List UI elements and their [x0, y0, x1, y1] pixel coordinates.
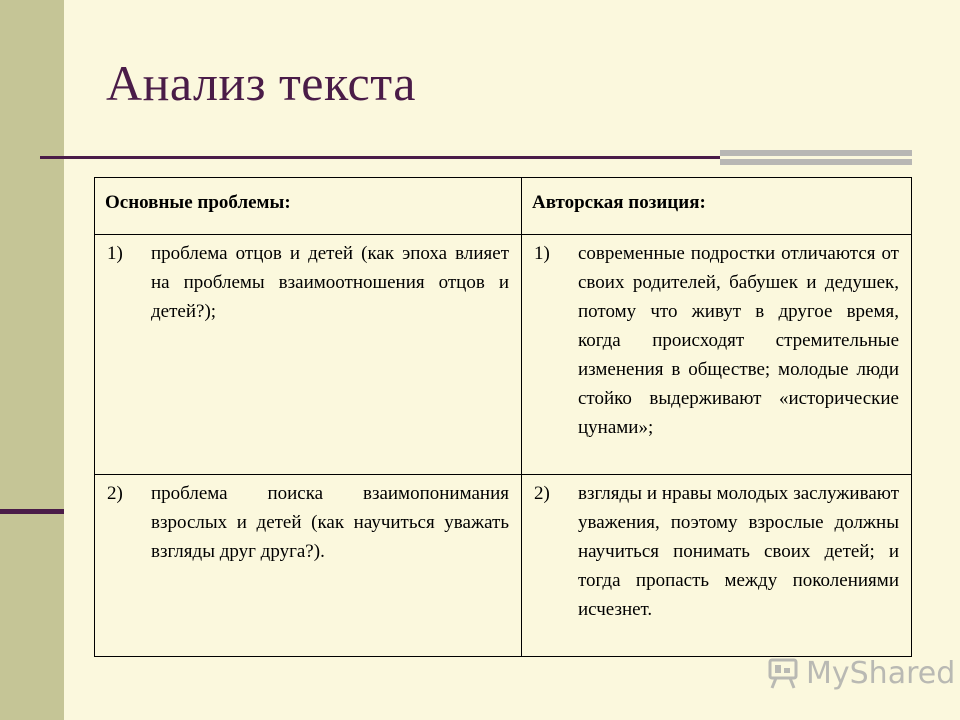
- item-number: 2): [534, 483, 550, 504]
- watermark-text: MyShared: [806, 656, 956, 691]
- position-text: современные подростки отличаются от своих родителей, бабушек и дедушек, потому что живут в другое время, когда происходят стремительные изменения в обществе; молодые люди стойко выдерживают «исторические цунами»;: [578, 243, 899, 438]
- header-problems: Основные проблемы:: [95, 178, 522, 235]
- table-row: [95, 475, 912, 657]
- title-underline-accent: [720, 150, 912, 165]
- left-decorative-bar: [0, 0, 64, 720]
- list-item: [107, 479, 509, 566]
- position-text: взгляды и нравы молодых заслуживают уважения, поэтому взрослые должны научиться понимать своих детей; и тогда пропасть между поколениями исчезнет.: [578, 483, 899, 620]
- slide-title: Анализ текста: [106, 55, 416, 111]
- position-cell: [522, 235, 912, 475]
- item-number: 2): [107, 483, 123, 504]
- position-cell: [522, 475, 912, 657]
- watermark: [766, 656, 955, 691]
- header-author-position: Авторская позиция:: [522, 178, 912, 235]
- list-item: [534, 239, 899, 442]
- title-underline: [40, 156, 720, 159]
- analysis-table: [94, 177, 912, 657]
- presentation-board-icon: [766, 658, 800, 690]
- left-bar-accent: [0, 509, 64, 514]
- list-item: [107, 239, 509, 326]
- list-item: [534, 479, 899, 624]
- problem-cell: [95, 475, 522, 657]
- item-number: 1): [534, 243, 550, 264]
- problem-text: проблема поиска взаимопонимания взрослых и детей (как научиться уважать взгляды друг друга?).: [151, 483, 509, 562]
- problem-text: проблема отцов и детей (как эпоха влияет на проблемы взаимоотношения отцов и детей?);: [151, 243, 509, 322]
- table-row: [95, 235, 912, 475]
- item-number: 1): [107, 243, 123, 264]
- table-header-row: [95, 178, 912, 235]
- problem-cell: [95, 235, 522, 475]
